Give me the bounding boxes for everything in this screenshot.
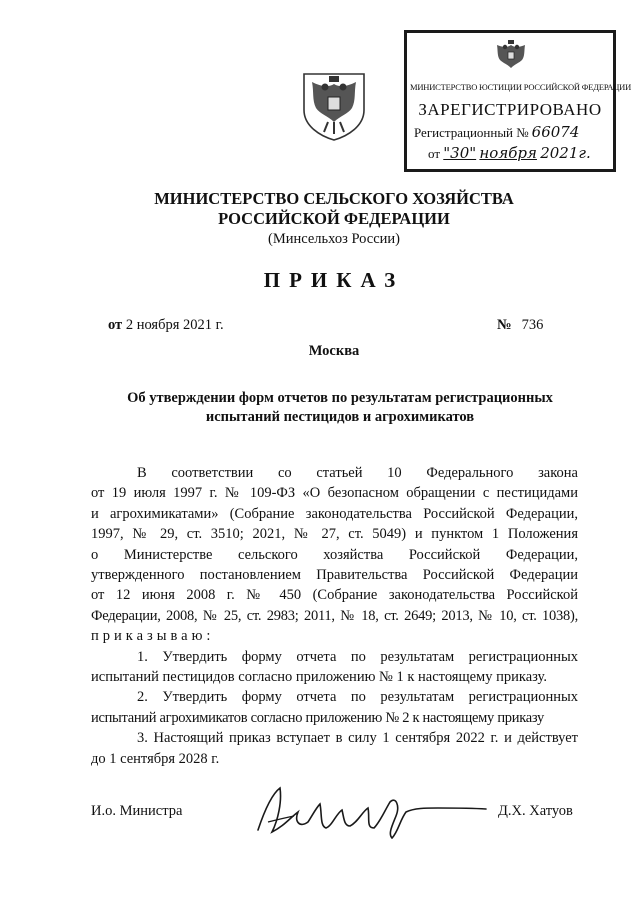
body-line: утвержденного постановлением Правительства Российской Федерации: [91, 567, 578, 584]
stamp-reg-number: 66074: [531, 123, 580, 141]
stamp-reg-label: Регистрационный №: [414, 125, 529, 140]
stamp-date-prefix: от: [428, 146, 441, 161]
signatory-role: И.о. Министра: [91, 803, 183, 819]
body-line: 1997, № 29, ст. 3510; 2021, № 27, ст. 5049) и пунктом 1 Положения: [91, 526, 578, 543]
item2-line1: 2. Утвердить форму отчета по результатам регистрационных: [137, 689, 578, 706]
stamp-registration-line: [414, 123, 579, 141]
order-date-value: 2 ноября 2021 г.: [125, 317, 224, 333]
item3-line1: 3. Настоящий приказ вступает в силу 1 сентября 2022 г. и действует: [137, 730, 578, 747]
item1-line2: испытаний пестицидов согласно приложению № 1 к настоящему приказу.: [91, 669, 547, 686]
order-number: [497, 317, 543, 334]
stamp-title: ЗАРЕГИСТРИРОВАНО: [418, 100, 602, 119]
coat-of-arms-icon: [298, 70, 370, 142]
ministry-title-line2: РОССИЙСКОЙ ФЕДЕРАЦИИ: [218, 209, 450, 228]
subject-line2: испытаний пестицидов и агрохимикатов: [205, 409, 475, 425]
signatory-name: Д.Х. Хатуов: [498, 803, 573, 819]
order-subject: [100, 389, 580, 427]
ministry-title: [0, 189, 640, 229]
ministry-short-name: (Минсельхоз России): [268, 231, 400, 247]
order-number-value: 736: [521, 317, 544, 333]
order-city: Москва: [308, 343, 360, 359]
order-date: [108, 317, 224, 334]
body-line: о Министерстве сельского хозяйства Российской Федерации,: [91, 546, 578, 563]
stamp-ministry-name: МИНИСТЕРСТВО ЮСТИЦИИ РОССИЙСКОЙ ФЕДЕРАЦИИ: [410, 82, 632, 92]
item1-line1: 1. Утвердить форму отчета по результатам регистрационных: [137, 648, 578, 665]
body-line: от 12 июня 2008 г. № 450 (Собрание законодательства Российской: [91, 587, 578, 604]
handwritten-signature: [250, 782, 490, 842]
stamp-date-year: 2021г.: [540, 144, 591, 162]
stamp-date-day: "30": [443, 144, 477, 162]
order-date-prefix: от: [108, 317, 123, 333]
item2-line2: испытаний агрохимикатов согласно приложению № 2 к настоящему приказу: [91, 709, 544, 726]
order-word: приказываю:: [91, 628, 215, 645]
order-body: [91, 463, 578, 769]
stamp-coat-of-arms-icon: [493, 39, 529, 73]
body-line: В соответствии со статьей 10 Федерального закона: [137, 465, 578, 481]
item3-line2: до 1 сентября 2028 г.: [91, 750, 220, 767]
body-line: Федерации, 2008, № 25, ст. 2983; 2011, № 18, ст. 2649; 2013, № 10, ст. 1038),: [91, 607, 578, 624]
ministry-title-line1: МИНИСТЕРСТВО СЕЛЬСКОГО ХОЗЯЙСТВА: [154, 189, 514, 208]
stamp-date-line: [428, 144, 591, 162]
body-line: от 19 июля 1997 г. № 109-ФЗ «О безопасном обращении с пестицидами: [91, 485, 578, 502]
stamp-date-month: ноября: [479, 144, 537, 162]
order-number-sign: №: [497, 317, 512, 333]
document-type-title: ПРИКАЗ: [263, 268, 405, 292]
body-line: и агрохимикатами» (Собрание законодательства Российской Федерации,: [91, 505, 578, 522]
subject-line1: Об утверждении форм отчетов по результатам регистрационных: [127, 390, 553, 406]
